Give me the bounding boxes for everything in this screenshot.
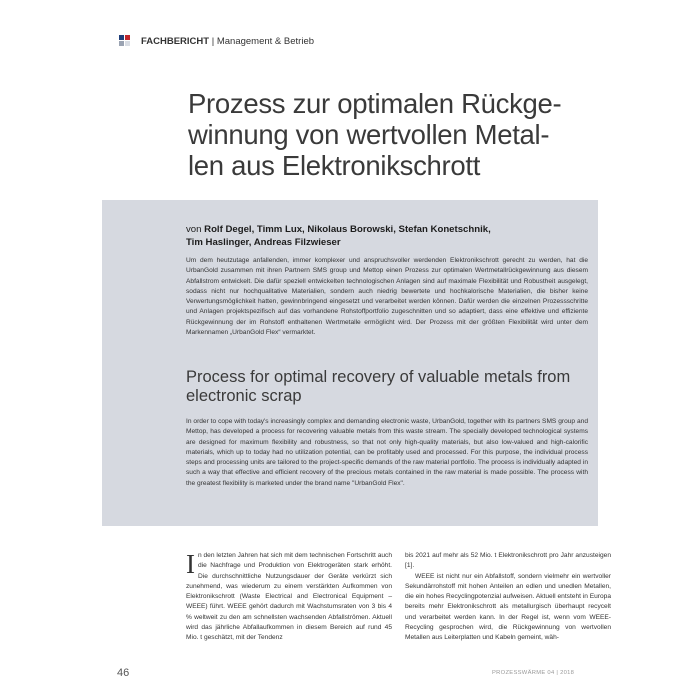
authors-prefix: von (186, 224, 205, 235)
section-name: FACHBERICHT (141, 36, 210, 47)
body-column-left (186, 551, 392, 644)
title-line: len aus Elektronikschrott (188, 150, 481, 181)
authors-line-2: Tim Haslinger, Andreas Filzwieser (186, 237, 341, 248)
body-column-right (405, 551, 611, 644)
section-logo-icon (119, 35, 130, 46)
english-title: Process for optimal recovery of valuable metals from electronic scrap (186, 368, 571, 405)
section-separator: | (209, 36, 217, 47)
abstract-english: In order to cope with today's increasingly complex and demanding electronic waste, UrbanGold, together with its partners SMS group and Mettop, has developed a process for recovering valuable metals from this waste stream. The specially developed technological systems are designed for maximum flexibility and robustness, so that not only high-quality materials, but also low-valued and high-calorific materials, which up to today had no utilization potential, can be profitably used and processed. For this purpose, the individual process steps and processing units are tailored to the project-specific demands of the raw material portfolio. The process is individually adapted in such a way that effective and efficient recovery of the precious metals contained in the raw material is made possible. The process with the greatest flexibility is marketed under the brand name "UrbanGold Flex". (186, 418, 588, 487)
title-line: winnung von wertvollen Metal- (188, 119, 550, 150)
authors (186, 223, 586, 249)
body-paragraph: WEEE ist nicht nur ein Abfallstoff, sondern vielmehr ein wertvoller Sekundärrohstoff mit hohen Anteilen an edlen und unedlen Metallen, die ein hohes Recyclingpotenzial aufweisen. Aktuell entsteht in Europa bereits mehr Elektronikschrott als metallurgisch überhaupt recycelt und verarbeitet werden kann. In der Regel ist, wenn vom WEEE-Recycling gesprochen wird, die Rückgewinnung von wertvollen Metallen aus Leiterplatten und Kabeln gemeint, wäh- (405, 572, 612, 642)
title-line: Prozess zur optimalen Rückge- (188, 88, 562, 119)
subsection-name: Management & Betrieb (216, 36, 315, 47)
section-label (141, 36, 314, 47)
drop-cap: I (186, 549, 195, 579)
article-title (188, 88, 588, 181)
body-paragraph: bis 2021 auf mehr als 52 Mio. t Elektronikschrott pro Jahr anzusteigen [1]. (405, 552, 611, 570)
abstract-german: Um dem heutzutage anfallenden, immer komplexer und anspruchsvoller werdenden Elektronikschrott gerecht zu werden, hat die UrbanGold zusammen mit ihren Partnern SMS group und Mettop einen Prozess zur optimalen Wertmetallrückgewinnung aus diesem Abfallstrom entwickelt. Die dafür speziell entwickelten technologischen Anlagen sind auf maximale Flexibilität und Robustheit ausgelegt, sodass nicht nur hochqualitative Materialien, sondern auch niedrig bewertete und hochkalorische Materialien, die bisher keine Verwertungsmöglichkeit hatten, gewinnbringend eingesetzt und verarbeitet werden können. Dafür werden die einzelnen Prozessschritte und Anlagen projektspezifisch auf das vorhandene Rohstoffportfolio zugeschnitten und so adaptiert, dass eine effektive und effiziente Rückgewinnung der im Rohstoff enthaltenen Wertmetalle ermöglicht wird. Der Prozess mit der größten Flexibilität wird unter dem Markennamen „UrbanGold Flex“ vermarktet. (186, 257, 588, 337)
body-text-left: n den letzten Jahren hat sich mit dem technischen Fortschritt auch die Nachfrage und Produktion von Elektrogeräten stark erhöht. Die durchschnittliche Nutzungsdauer der Geräte verkürzt sich zunehmend, was wiederum zu einem verstärkten Aufkommen von Elektronikschrott (Waste Electrical and Electronical Equipment – WEEE) führt. WEEE gehört dadurch mit Wachstumsraten von 3 bis 4 % weltweit zu den am schnellsten wachsenden Abfallströmen. Aktuell wird das jährliche Abfallaufkommen in diesem Bereich auf rund 45 Mio. t geschätzt, mit der Tendenz (186, 552, 392, 642)
magazine-footer: PROZESSWÄRME 04 | 2018 (492, 670, 575, 676)
page-number: 46 (117, 667, 130, 679)
authors-line-1: Rolf Degel, Timm Lux, Nikolaus Borowski, Stefan Konetschnik, (204, 224, 491, 235)
